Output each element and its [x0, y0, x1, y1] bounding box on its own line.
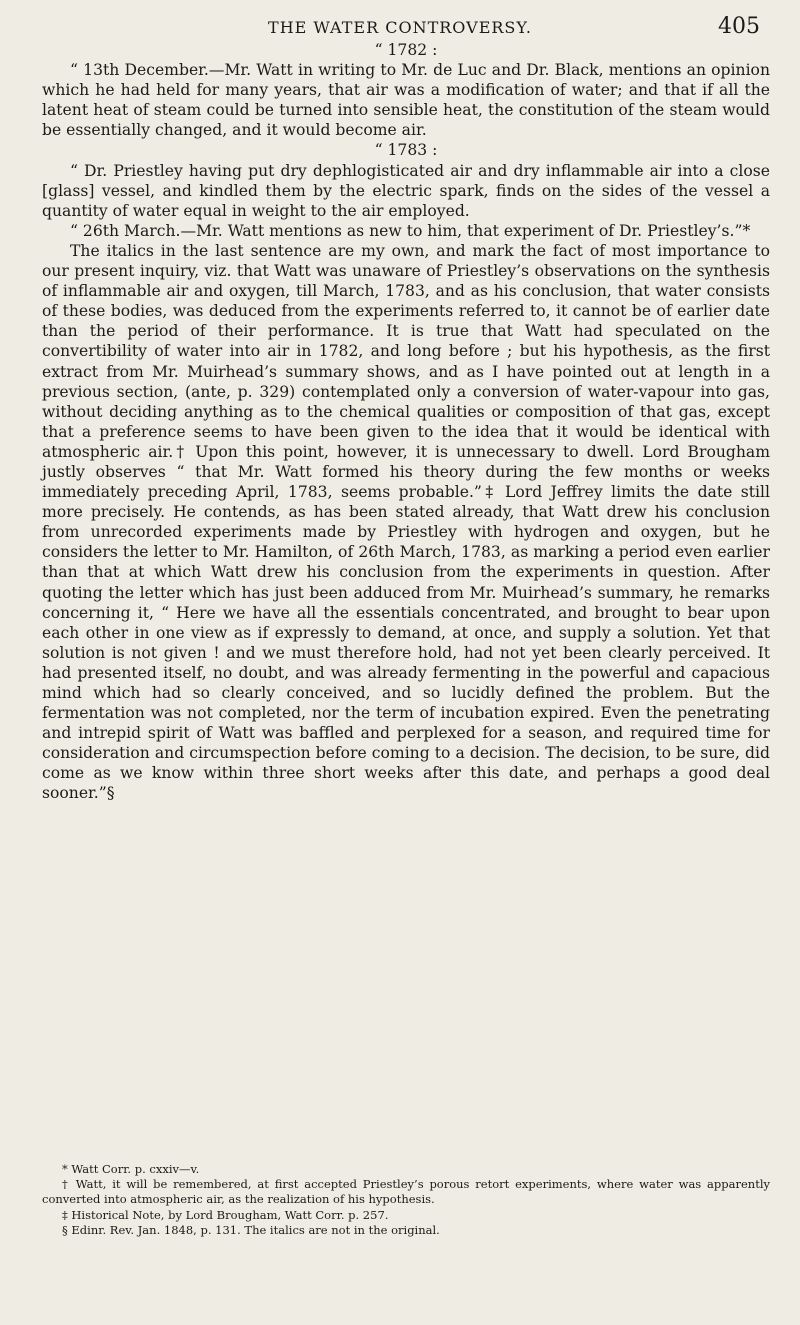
footnote: § Edinr. Rev. Jan. 1848, p. 131. The italics are not in the original.: [62, 1222, 440, 1237]
paragraph: “ Dr. Priestley having put dry dephlogisticated air and dry inflammable air into a close [glass] vessel, and kindled them by the electric spark, finds on the sides of the vessel a quantity of water equal in weight to the air employed.: [42, 161, 770, 220]
year-heading-1783: “ 1783 :: [374, 141, 438, 160]
footnote: ‡ Historical Note, by Lord Brougham, Watt Corr. p. 257.: [62, 1207, 389, 1222]
page-header: [40, 14, 760, 40]
paragraph: The italics in the last sentence are my own, and mark the fact of most importance to our present inquiry, viz. that Watt was unaware of Priestley’s observations on the synthesis of inflammable air and oxygen, till March, 1783, and as his conclusion, that water consists of these bodies, was deduced from the experiments referred to, it cannot be of earlier date than the period of their performance. It is true that Watt had speculated on the convertibility of water into air in 1782, and long before ; but his hypothesis, as the first extract from Mr. Muirhead’s summary shows, and as I have pointed out at length in a previous section, (ante, p. 329) contemplated only a conversion of water-vapour into gas, without deciding anything as to the chemical qualities or composition of that gas, except that a preference seems to have been given to the idea that it would be identical with atmospheric air.† Upon this point, however, it is unnecessary to dwell. Lord Brougham justly observes “ that Mr. Watt formed his theory during the few months or weeks immediately preceding April, 1783, seems probable.”‡ Lord Jeffrey limits the date still more precisely. He contends, as has been stated already, that Watt drew his conclusion from unrecorded experiments made by Priestley with hydrogen and oxygen, but he considers the letter to Mr. Hamilton, of 26th March, 1783, as marking a period even earlier than that at which Watt drew his conclusion from the experiments in question. After quoting the letter which has just been adduced from Mr. Muirhead’s summary, he remarks concerning it, “ Here we have all the essentials concentrated, and brought to bear upon each other in one view as if expressly to demand, at once, and supply a solution. Yet that solution is not given ! and we must therefore hold, had not yet been clearly perceived. It had presented itself, no doubt, and was already fermenting in the powerful and capacious mind which had so clearly conceived, and so lucidly defined the problem. But the fermentation was not completed, nor the term of incubation expired. Even the penetrating and intrepid spirit of Watt was baffled and perplexed for a season, and required time for consideration and circumspection before coming to a decision. The decision, to be sure, did come as we know within three short weeks after this date, and perhaps a good deal sooner.”§: [42, 241, 770, 803]
year-heading-1782: “ 1782 :: [374, 41, 438, 59]
main-text: [42, 40, 770, 804]
footnote: * Watt Corr. p. cxxiv—v.: [62, 1162, 200, 1176]
paragraph: “ 13th December.—Mr. Watt in writing to Mr. de Luc and Dr. Black, mentions an opinion which he had held for many years, that air was a modification of water; and that if all the latent heat of steam could be turned into sensible heat, the constitution of the steam would be essentially changed, and it would become air.: [42, 61, 770, 140]
page-number: 405: [718, 14, 760, 39]
paragraph: “ 26th March.—Mr. Watt mentions as new to him, that experiment of Dr. Priestley’s.”*: [70, 221, 751, 240]
running-title: THE WATER CONTROVERSY.: [268, 18, 532, 37]
footnotes: [42, 1162, 770, 1238]
footnote: † Watt, it will be remembered, at first accepted Priestley’s porous retort experiments, where water was apparently converted into atmospheric air, as the realization of his hypothesis.: [42, 1177, 770, 1207]
